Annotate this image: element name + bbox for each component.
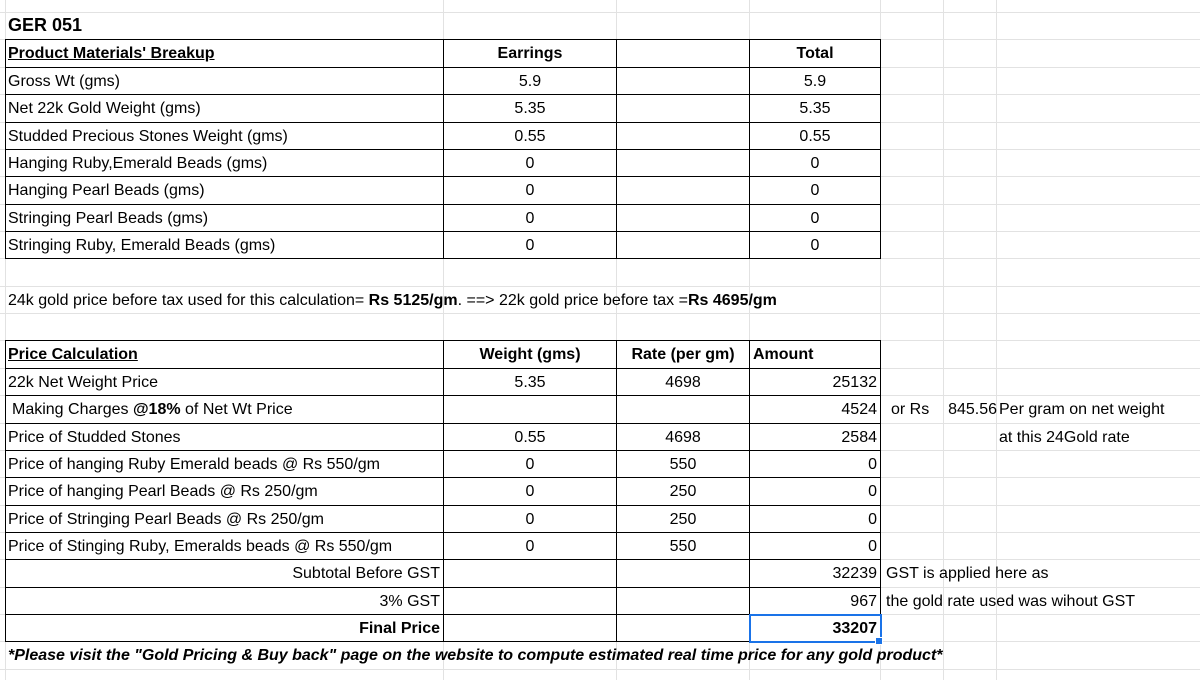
price-rate[interactable]: 550 — [669, 456, 697, 473]
price-label[interactable]: Price of Stinging Ruby, Emeralds beads @ Rs 550/gm — [8, 538, 393, 555]
price-label[interactable]: Price of Stringing Pearl Beads @ Rs 250/gm — [8, 511, 324, 528]
gold-rate-22k: Rs 4695/gm — [687, 292, 777, 309]
material-label[interactable]: Gross Wt (gms) — [8, 73, 120, 90]
price-amount[interactable]: 0 — [868, 483, 877, 500]
price-rate[interactable]: 250 — [669, 483, 697, 500]
price-rate[interactable]: 4698 — [665, 374, 701, 391]
price-heading[interactable]: Price Calculation — [8, 346, 138, 363]
col-amount[interactable]: Amount — [753, 346, 814, 363]
final-price-label[interactable]: Final Price — [359, 620, 440, 637]
material-total[interactable]: 0.55 — [799, 128, 831, 145]
material-total[interactable]: 0 — [810, 237, 820, 254]
material-label[interactable]: Studded Precious Stones Weight (gms) — [8, 128, 288, 145]
col-total[interactable]: Total — [796, 45, 834, 62]
at-rate-note[interactable]: at this 24Gold rate — [999, 429, 1130, 446]
making-suffix: of Net Wt Price — [180, 401, 293, 418]
price-weight[interactable]: 0 — [525, 456, 535, 473]
material-total[interactable]: 0 — [810, 155, 820, 172]
material-label[interactable]: Net 22k Gold Weight (gms) — [8, 100, 201, 117]
or-rs-note[interactable]: or Rs — [891, 401, 930, 418]
final-price-amount[interactable]: 33207 — [832, 620, 877, 637]
price-label[interactable]: Price of Studded Stones — [8, 429, 181, 446]
subtotal-amount[interactable]: 32239 — [832, 565, 877, 582]
gold-note-middle: . ==> 22k gold price before tax = — [457, 292, 688, 309]
material-earrings[interactable]: 5.9 — [518, 73, 542, 90]
gst-note-line1[interactable]: GST is applied here as — [886, 565, 1049, 582]
materials-heading[interactable]: Product Materials' Breakup — [8, 45, 215, 62]
price-amount[interactable]: 25132 — [832, 374, 877, 391]
price-label[interactable]: 22k Net Weight Price — [8, 374, 158, 391]
price-amount[interactable]: 0 — [868, 511, 877, 528]
material-earrings[interactable]: 0 — [525, 155, 535, 172]
material-label[interactable]: Stringing Pearl Beads (gms) — [8, 210, 209, 227]
material-total[interactable]: 0 — [810, 210, 820, 227]
making-percent: @18% — [132, 401, 181, 418]
making-charges-amount[interactable]: 4524 — [841, 401, 877, 418]
fill-handle[interactable] — [875, 637, 883, 645]
material-total[interactable]: 5.9 — [803, 73, 827, 90]
subtotal-label[interactable]: Subtotal Before GST — [292, 565, 440, 582]
col-earrings[interactable]: Earrings — [497, 45, 563, 62]
material-earrings[interactable]: 0.55 — [514, 128, 546, 145]
gst-note-line2[interactable]: the gold rate used was wihout GST — [886, 593, 1136, 610]
price-rate[interactable]: 550 — [669, 538, 697, 555]
price-amount[interactable]: 0 — [868, 456, 877, 473]
col-weight[interactable]: Weight (gms) — [479, 346, 581, 363]
price-label[interactable]: Price of hanging Ruby Emerald beads @ Rs 550/gm — [8, 456, 380, 473]
gold-rate-24k: Rs 5125/gm — [368, 292, 458, 309]
gst-amount[interactable]: 967 — [850, 593, 877, 610]
gold-note-prefix: 24k gold price before tax used for this calculation= — [8, 292, 369, 309]
price-weight[interactable]: 0 — [525, 483, 535, 500]
making-charges-label[interactable] — [9, 396, 443, 423]
material-total[interactable]: 0 — [810, 182, 820, 199]
price-amount[interactable]: 2584 — [841, 429, 877, 446]
product-code[interactable]: GER 051 — [8, 15, 83, 35]
price-weight[interactable]: 0 — [525, 511, 535, 528]
material-earrings[interactable]: 0 — [525, 182, 535, 199]
making-prefix: Making Charges — [12, 401, 133, 418]
price-label[interactable]: Price of hanging Pearl Beads @ Rs 250/gm — [8, 483, 318, 500]
per-gram-value[interactable]: 845.56 — [948, 401, 997, 418]
material-label[interactable]: Hanging Ruby,Emerald Beads (gms) — [8, 155, 268, 172]
per-gram-note[interactable]: Per gram on net weight — [999, 401, 1165, 418]
material-label[interactable]: Hanging Pearl Beads (gms) — [8, 182, 205, 199]
material-total[interactable]: 5.35 — [799, 100, 831, 117]
price-weight[interactable]: 5.35 — [514, 374, 546, 391]
footer-note[interactable]: *Please visit the "Gold Pricing & Buy back" page on the website to compute estimated real time price for any gold product* — [8, 647, 943, 664]
material-earrings[interactable]: 5.35 — [514, 100, 546, 117]
material-earrings[interactable]: 0 — [525, 237, 535, 254]
gold-rate-note[interactable] — [5, 287, 1005, 314]
price-rate[interactable]: 4698 — [665, 429, 701, 446]
price-weight[interactable]: 0.55 — [514, 429, 546, 446]
selected-cell-outline — [749, 614, 882, 643]
gst-label[interactable]: 3% GST — [379, 593, 440, 610]
material-label[interactable]: Stringing Ruby, Emerald Beads (gms) — [8, 237, 276, 254]
material-earrings[interactable]: 0 — [525, 210, 535, 227]
price-amount[interactable]: 0 — [868, 538, 877, 555]
price-weight[interactable]: 0 — [525, 538, 535, 555]
price-rate[interactable]: 250 — [669, 511, 697, 528]
col-rate[interactable]: Rate (per gm) — [631, 346, 735, 363]
